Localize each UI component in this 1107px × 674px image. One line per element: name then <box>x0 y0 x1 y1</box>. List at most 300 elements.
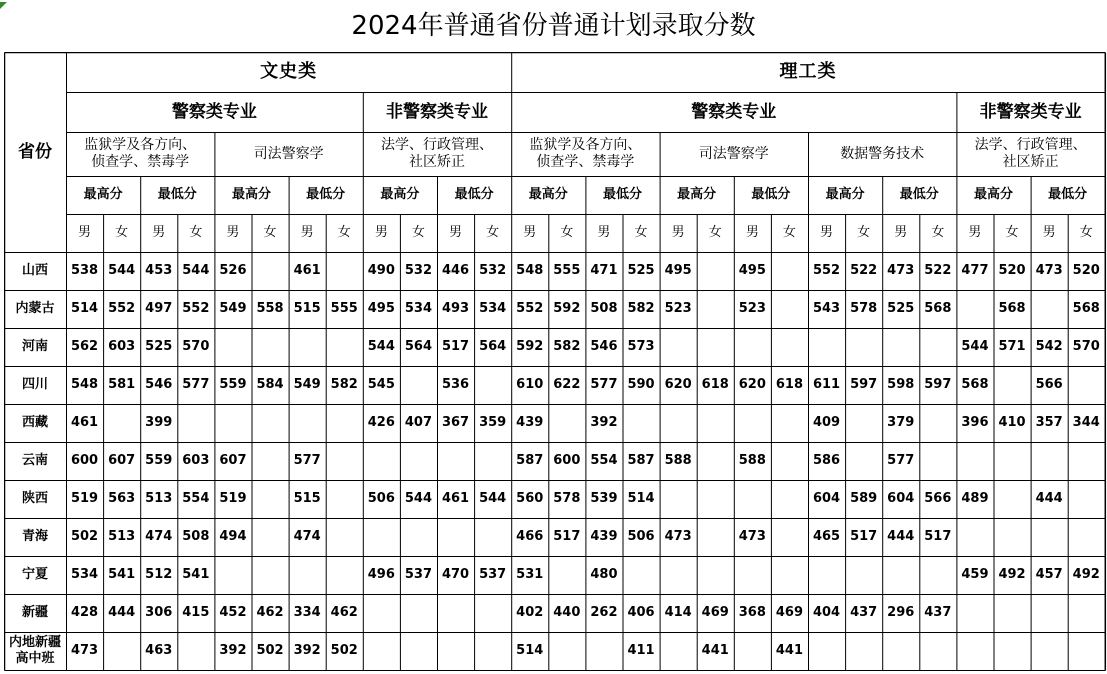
score-cell: 526 <box>219 263 247 279</box>
score-cell: 600 <box>553 453 581 469</box>
score-cell <box>771 518 808 556</box>
min-score-header: 最低分 <box>899 187 939 203</box>
female-header: 女 <box>560 225 574 241</box>
score-cell: 600 <box>70 453 99 469</box>
score-cell <box>326 518 363 556</box>
score-cell <box>548 556 585 594</box>
score-cell: 514 <box>70 301 99 317</box>
score-cell <box>845 328 882 366</box>
score-cell: 522 <box>850 263 878 279</box>
score-cell: 409 <box>812 415 841 431</box>
score-cell: 392 <box>219 643 247 659</box>
major-header: 法学、行政管理、 社区矫正 <box>380 137 493 170</box>
score-cell: 506 <box>367 491 395 507</box>
score-cell <box>363 518 400 556</box>
score-cell: 508 <box>590 301 618 317</box>
score-cell: 519 <box>219 491 247 507</box>
score-cell: 262 <box>590 605 618 621</box>
score-cell: 520 <box>1072 263 1100 279</box>
max-score-header: 最高分 <box>83 187 123 203</box>
province-name: 云南 <box>21 453 48 469</box>
score-cell <box>771 290 808 328</box>
score-cell: 544 <box>961 339 989 355</box>
score-cell <box>697 556 734 594</box>
cell-marker <box>0 2 7 9</box>
score-cell: 306 <box>145 605 173 621</box>
score-cell <box>697 480 734 518</box>
score-cell: 480 <box>590 567 618 583</box>
score-cell <box>623 404 660 442</box>
score-cell: 620 <box>738 377 766 393</box>
score-cell: 379 <box>887 415 915 431</box>
score-cell: 512 <box>145 567 173 583</box>
province-name: 西藏 <box>21 415 48 431</box>
score-cell: 469 <box>775 605 803 621</box>
score-cell: 578 <box>553 491 581 507</box>
max-score-header: 最高分 <box>380 187 420 203</box>
score-cell: 573 <box>627 339 655 355</box>
score-cell: 532 <box>404 263 432 279</box>
score-cell <box>289 404 326 442</box>
province-name: 内蒙古 <box>15 301 55 317</box>
score-cell: 513 <box>108 529 136 545</box>
score-cell <box>1031 442 1068 480</box>
score-cell: 502 <box>70 529 99 545</box>
score-cell: 577 <box>887 453 915 469</box>
score-cell: 462 <box>330 605 358 621</box>
score-cell: 548 <box>70 377 99 393</box>
score-cell: 566 <box>924 491 952 507</box>
score-cell: 588 <box>664 453 692 469</box>
province-name: 山西 <box>21 263 48 279</box>
score-cell <box>994 632 1031 670</box>
score-cell <box>252 480 289 518</box>
score-cell: 415 <box>182 605 210 621</box>
score-cell <box>400 366 437 404</box>
score-cell: 607 <box>219 453 247 469</box>
score-cell: 597 <box>924 377 952 393</box>
score-cell: 490 <box>367 263 395 279</box>
score-cell: 588 <box>738 453 766 469</box>
male-header: 男 <box>597 225 611 241</box>
score-cell <box>363 442 400 480</box>
score-cell <box>252 518 289 556</box>
score-cell <box>956 290 993 328</box>
score-cell: 461 <box>70 415 99 431</box>
score-cell: 523 <box>738 301 766 317</box>
male-header: 男 <box>894 225 908 241</box>
score-cell: 517 <box>553 529 581 545</box>
score-cell <box>660 556 697 594</box>
score-cell: 570 <box>1072 339 1100 355</box>
score-cell <box>326 252 363 290</box>
score-cell <box>994 518 1031 556</box>
score-cell: 552 <box>812 263 841 279</box>
score-cell: 545 <box>367 377 395 393</box>
score-cell <box>771 442 808 480</box>
score-cell <box>1068 366 1105 404</box>
score-cell <box>103 404 140 442</box>
province-name: 宁夏 <box>21 567 48 583</box>
score-cell: 538 <box>70 263 99 279</box>
score-cell <box>252 328 289 366</box>
score-cell: 514 <box>627 491 655 507</box>
score-cell <box>882 556 919 594</box>
score-cell: 568 <box>1072 301 1100 317</box>
max-score-header: 最高分 <box>677 187 717 203</box>
score-cell: 532 <box>479 263 507 279</box>
score-cell: 531 <box>516 567 544 583</box>
province-name: 内地新疆 高中班 <box>8 635 61 666</box>
score-cell <box>103 632 140 670</box>
score-cell: 439 <box>590 529 618 545</box>
page-title: 2024年普通省份普通计划录取分数 <box>351 11 756 41</box>
score-cell <box>882 328 919 366</box>
score-cell: 568 <box>924 301 952 317</box>
score-cell: 582 <box>330 377 358 393</box>
score-cell <box>326 556 363 594</box>
score-cell: 546 <box>590 339 618 355</box>
score-cell: 446 <box>441 263 470 279</box>
score-cell <box>919 442 956 480</box>
score-cell <box>289 556 326 594</box>
score-cell <box>994 442 1031 480</box>
score-cell: 437 <box>924 605 952 621</box>
score-cell: 568 <box>998 301 1026 317</box>
score-cell: 534 <box>70 567 99 583</box>
score-cell: 598 <box>887 377 915 393</box>
score-cell: 473 <box>1035 263 1063 279</box>
score-cell: 568 <box>961 377 989 393</box>
score-cell: 555 <box>330 301 358 317</box>
score-cell: 534 <box>404 301 432 317</box>
province-name: 河南 <box>21 339 48 355</box>
score-cell <box>548 404 585 442</box>
score-cell: 563 <box>108 491 136 507</box>
max-score-header: 最高分 <box>825 187 865 203</box>
score-cell <box>956 442 993 480</box>
score-cell: 622 <box>553 377 581 393</box>
score-cell <box>474 632 511 670</box>
score-cell: 577 <box>590 377 618 393</box>
score-cell: 554 <box>182 491 210 507</box>
score-cell <box>660 328 697 366</box>
score-cell <box>252 556 289 594</box>
score-cell: 592 <box>516 339 544 355</box>
score-cell: 552 <box>516 301 544 317</box>
max-score-header: 最高分 <box>973 187 1013 203</box>
score-cell: 514 <box>516 643 544 659</box>
score-cell <box>474 366 511 404</box>
score-cell <box>1031 518 1068 556</box>
score-cell: 534 <box>479 301 507 317</box>
score-cell: 618 <box>701 377 729 393</box>
score-cell <box>214 556 251 594</box>
female-header: 女 <box>263 225 277 241</box>
score-cell: 344 <box>1072 415 1100 431</box>
score-cell: 496 <box>367 567 395 583</box>
score-cell <box>660 632 697 670</box>
male-header: 男 <box>300 225 314 241</box>
score-cell <box>252 252 289 290</box>
score-cell: 461 <box>293 263 321 279</box>
score-cell <box>919 328 956 366</box>
score-cell: 544 <box>108 263 136 279</box>
score-cell: 571 <box>998 339 1026 355</box>
score-cell <box>252 404 289 442</box>
score-cell: 570 <box>182 339 210 355</box>
score-cell <box>994 594 1031 632</box>
score-cell <box>808 328 845 366</box>
major-header: 法学、行政管理、 社区矫正 <box>974 137 1087 170</box>
score-cell: 334 <box>293 605 321 621</box>
score-cell: 544 <box>367 339 395 355</box>
score-cell <box>919 404 956 442</box>
score-cell <box>697 290 734 328</box>
score-cell <box>437 518 474 556</box>
score-cell <box>474 518 511 556</box>
score-cell <box>845 632 882 670</box>
score-cell: 603 <box>182 453 210 469</box>
score-cell <box>326 404 363 442</box>
score-cell: 474 <box>145 529 173 545</box>
score-cell: 492 <box>1072 567 1100 583</box>
score-cell: 564 <box>479 339 507 355</box>
score-cell: 515 <box>293 491 321 507</box>
score-cell: 474 <box>293 529 321 545</box>
score-cell: 502 <box>330 643 358 659</box>
group-header: 警察类专业 <box>691 101 777 122</box>
score-cell <box>808 556 845 594</box>
score-cell <box>400 632 437 670</box>
score-cell <box>660 480 697 518</box>
score-cell: 577 <box>182 377 210 393</box>
score-cell: 407 <box>404 415 432 431</box>
score-cell: 536 <box>441 377 470 393</box>
score-cell: 517 <box>924 529 952 545</box>
score-cell <box>808 632 845 670</box>
province-name: 新疆 <box>21 605 48 621</box>
score-cell: 541 <box>108 567 136 583</box>
score-cell <box>548 632 585 670</box>
score-cell: 502 <box>256 643 284 659</box>
female-header: 女 <box>708 225 722 241</box>
score-cell <box>771 328 808 366</box>
score-cell: 607 <box>108 453 136 469</box>
male-header: 男 <box>671 225 685 241</box>
score-cell: 582 <box>627 301 655 317</box>
female-header: 女 <box>115 225 129 241</box>
female-header: 女 <box>1005 225 1019 241</box>
score-cell <box>214 328 251 366</box>
min-score-header: 最低分 <box>1048 187 1088 203</box>
male-header: 男 <box>374 225 388 241</box>
score-cell: 453 <box>145 263 173 279</box>
score-cell <box>697 404 734 442</box>
score-cell: 296 <box>887 605 915 621</box>
score-cell: 555 <box>553 263 581 279</box>
score-cell: 604 <box>812 491 841 507</box>
score-cell <box>326 442 363 480</box>
province-name: 青海 <box>21 529 48 545</box>
score-cell: 522 <box>924 263 952 279</box>
score-cell: 520 <box>998 263 1026 279</box>
score-cell: 392 <box>293 643 321 659</box>
score-cell: 592 <box>553 301 581 317</box>
score-cell <box>845 556 882 594</box>
score-cell <box>252 442 289 480</box>
score-cell: 554 <box>590 453 618 469</box>
major-header: 监狱学及各方向、 侦查学、禁毒学 <box>84 137 197 170</box>
score-cell: 411 <box>627 643 655 659</box>
score-cell <box>1031 632 1068 670</box>
score-cell: 444 <box>108 605 136 621</box>
female-header: 女 <box>337 225 351 241</box>
score-cell: 544 <box>479 491 507 507</box>
score-cell <box>400 594 437 632</box>
score-cell: 525 <box>887 301 915 317</box>
male-header: 男 <box>968 225 982 241</box>
score-cell <box>734 556 771 594</box>
major-header: 监狱学及各方向、 侦查学、禁毒学 <box>529 137 642 170</box>
score-cell: 560 <box>516 491 544 507</box>
score-cell: 548 <box>516 263 544 279</box>
score-cell <box>771 480 808 518</box>
score-cell: 428 <box>70 605 99 621</box>
score-cell: 414 <box>664 605 692 621</box>
score-cell <box>1068 594 1105 632</box>
score-cell: 611 <box>812 377 841 393</box>
score-cell: 452 <box>219 605 247 621</box>
score-cell: 539 <box>590 491 618 507</box>
score-cell <box>697 252 734 290</box>
score-cell: 537 <box>479 567 507 583</box>
score-cell <box>1031 290 1068 328</box>
score-cell: 584 <box>256 377 284 393</box>
score-cell: 470 <box>441 567 470 583</box>
group-header: 警察类专业 <box>171 101 257 122</box>
score-cell <box>326 328 363 366</box>
score-cell <box>474 442 511 480</box>
score-cell: 618 <box>775 377 803 393</box>
score-cell <box>326 480 363 518</box>
score-cell: 457 <box>1035 567 1063 583</box>
score-cell <box>177 404 214 442</box>
score-cell: 566 <box>1035 377 1063 393</box>
score-cell <box>437 632 474 670</box>
score-cell <box>734 404 771 442</box>
score-cell: 494 <box>219 529 247 545</box>
male-header: 男 <box>745 225 759 241</box>
score-cell <box>956 594 993 632</box>
score-cell: 462 <box>256 605 284 621</box>
score-cell: 439 <box>516 415 544 431</box>
score-cell <box>771 556 808 594</box>
score-cell <box>363 632 400 670</box>
score-cell: 578 <box>850 301 878 317</box>
major-header: 司法警察学 <box>698 145 769 162</box>
score-cell: 495 <box>664 263 692 279</box>
score-cell <box>697 328 734 366</box>
score-cell: 549 <box>219 301 247 317</box>
score-cell: 473 <box>887 263 915 279</box>
female-header: 女 <box>634 225 648 241</box>
score-cell: 544 <box>404 491 432 507</box>
group-header: 非警察类专业 <box>979 101 1082 122</box>
score-cell <box>660 404 697 442</box>
score-cell: 473 <box>738 529 766 545</box>
score-cell: 444 <box>1035 491 1063 507</box>
track-header-ligong: 理工类 <box>779 61 837 83</box>
score-cell: 523 <box>664 301 692 317</box>
score-cell: 473 <box>70 643 99 659</box>
score-cell: 513 <box>145 491 173 507</box>
score-cell: 444 <box>887 529 915 545</box>
score-cell: 537 <box>404 567 432 583</box>
score-cell <box>734 632 771 670</box>
score-cell: 610 <box>516 377 544 393</box>
score-cell <box>623 556 660 594</box>
min-score-header: 最低分 <box>454 187 494 203</box>
score-table <box>4 52 1107 672</box>
score-cell: 441 <box>701 643 729 659</box>
score-cell <box>214 404 251 442</box>
score-cell: 564 <box>404 339 432 355</box>
score-cell <box>1068 518 1105 556</box>
score-cell: 406 <box>627 605 655 621</box>
score-cell: 525 <box>627 263 655 279</box>
score-cell: 367 <box>441 415 470 431</box>
male-header: 男 <box>449 225 463 241</box>
score-cell: 410 <box>998 415 1026 431</box>
score-cell: 577 <box>293 453 321 469</box>
group-header: 非警察类专业 <box>385 101 488 122</box>
male-header: 男 <box>523 225 537 241</box>
max-score-header: 最高分 <box>528 187 568 203</box>
score-cell: 402 <box>516 605 544 621</box>
score-cell: 426 <box>367 415 395 431</box>
score-cell: 497 <box>145 301 173 317</box>
score-cell: 359 <box>479 415 507 431</box>
score-cell: 508 <box>182 529 210 545</box>
score-cell <box>771 404 808 442</box>
score-cell: 461 <box>441 491 470 507</box>
score-cell <box>919 556 956 594</box>
score-cell: 552 <box>108 301 136 317</box>
score-cell: 558 <box>256 301 284 317</box>
score-cell: 368 <box>738 605 766 621</box>
score-cell: 525 <box>145 339 173 355</box>
score-cell: 552 <box>182 301 210 317</box>
major-header: 数据警务技术 <box>840 145 925 162</box>
score-cell: 489 <box>961 491 989 507</box>
track-header-wenshi: 文史类 <box>260 61 318 83</box>
score-cell <box>1068 480 1105 518</box>
score-cell <box>771 252 808 290</box>
score-cell: 597 <box>850 377 878 393</box>
score-cell: 603 <box>108 339 136 355</box>
min-score-header: 最低分 <box>602 187 642 203</box>
score-cell <box>697 442 734 480</box>
score-cell <box>585 632 622 670</box>
score-cell <box>845 442 882 480</box>
score-cell <box>956 518 993 556</box>
score-cell: 392 <box>590 415 618 431</box>
female-header: 女 <box>486 225 500 241</box>
score-cell: 546 <box>145 377 173 393</box>
score-cell: 357 <box>1035 415 1063 431</box>
score-cell: 492 <box>998 567 1026 583</box>
